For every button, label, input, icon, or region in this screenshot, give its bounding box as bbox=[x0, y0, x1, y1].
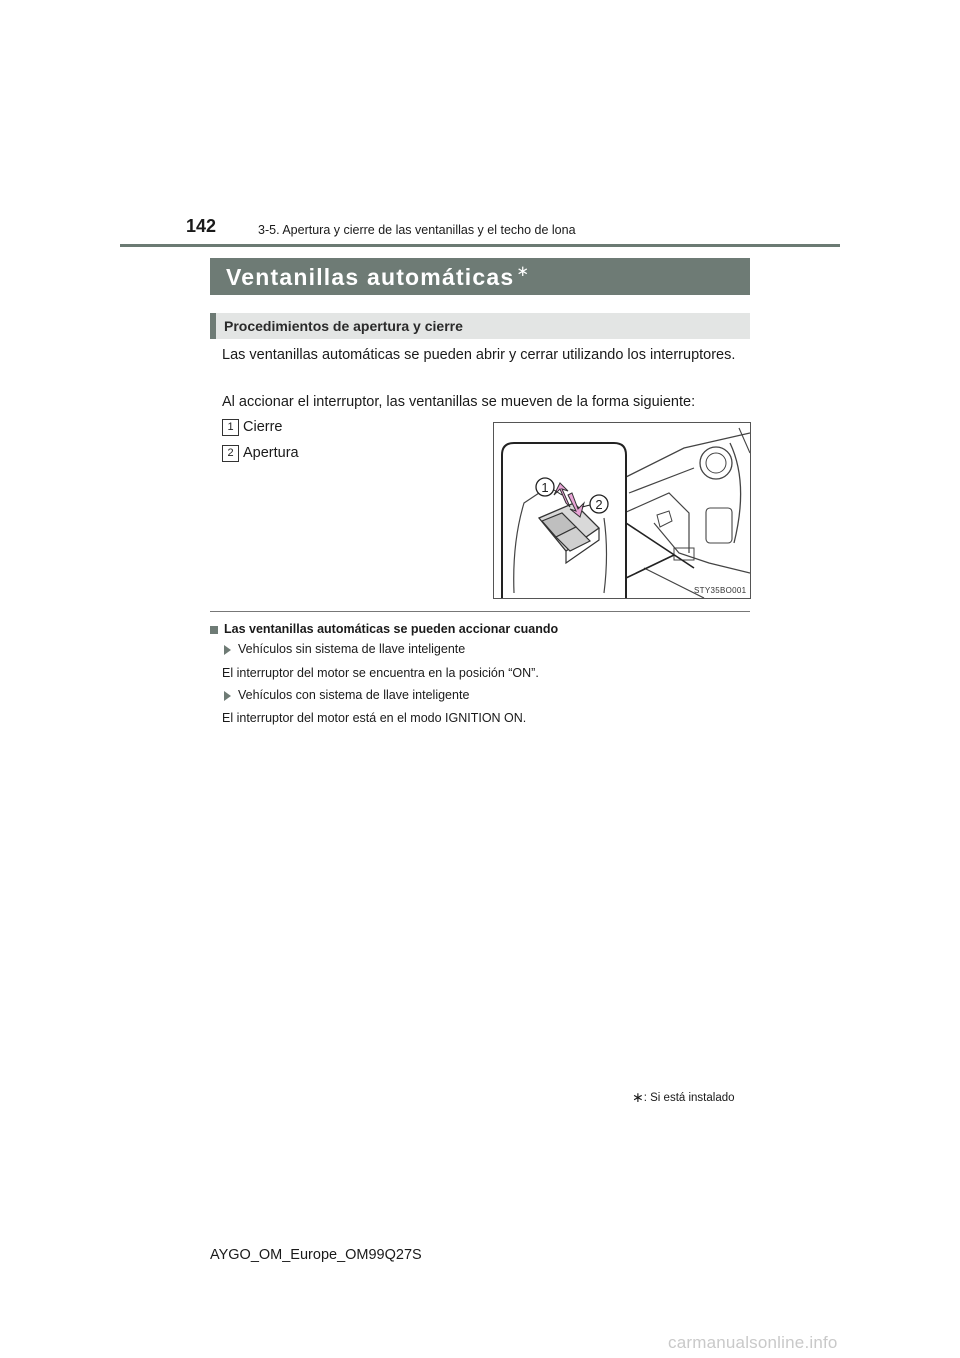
intro-paragraph: Las ventanillas automáticas se pueden abrir y cerrar utilizando los interruptores. bbox=[222, 347, 736, 363]
callout-2: 2 bbox=[595, 497, 603, 512]
page-title-text: Ventanillas automáticas bbox=[226, 264, 515, 290]
triangle-bullet-icon bbox=[224, 645, 231, 655]
operation-paragraph: Al accionar el interruptor, las ventanillas se mueven de la forma siguiente: bbox=[222, 394, 696, 410]
title-marker: ∗ bbox=[516, 263, 531, 280]
subsection-title: Procedimientos de apertura y cierre bbox=[224, 318, 463, 334]
footnote-marker: ∗ bbox=[632, 1089, 644, 1105]
footnote bbox=[632, 1088, 735, 1105]
step-number-1: 1 bbox=[222, 419, 239, 436]
note-condition-1: Vehículos sin sistema de llave inteligente bbox=[238, 642, 466, 656]
callout-1: 1 bbox=[541, 480, 549, 495]
document-code-footer: AYGO_OM_Europe_OM99Q27S bbox=[210, 1247, 422, 1263]
step-label-close: Cierre bbox=[243, 419, 283, 435]
note-detail-2: El interruptor del motor está en el modo IGNITION ON. bbox=[222, 711, 527, 725]
note-heading: Las ventanillas automáticas se pueden accionar cuando bbox=[224, 622, 559, 636]
note-condition-2: Vehículos con sistema de llave inteligente bbox=[238, 688, 470, 702]
triangle-bullet-icon bbox=[224, 691, 231, 701]
step-label-open: Apertura bbox=[243, 445, 299, 461]
window-switch-figure bbox=[493, 422, 751, 599]
note-detail-1: El interruptor del motor se encuentra en la posición “ON”. bbox=[222, 666, 539, 680]
subsection-header bbox=[210, 313, 750, 339]
title-bar bbox=[210, 258, 750, 295]
watermark: carmanualsonline.info bbox=[668, 1333, 838, 1352]
footnote-text: : Si está instalado bbox=[643, 1092, 735, 1104]
figure-code: STY35BO001 bbox=[694, 586, 747, 595]
header-divider bbox=[120, 244, 840, 247]
subsection-accent bbox=[210, 313, 216, 339]
page-number: 142 bbox=[186, 216, 217, 236]
section-divider bbox=[210, 611, 750, 612]
section-header: 3-5. Apertura y cierre de las ventanillas y el techo de lona bbox=[258, 223, 576, 237]
window-switch-illustration bbox=[494, 423, 750, 598]
step-number-2: 2 bbox=[222, 445, 239, 462]
square-bullet-icon bbox=[210, 626, 218, 634]
page-title bbox=[226, 263, 531, 291]
